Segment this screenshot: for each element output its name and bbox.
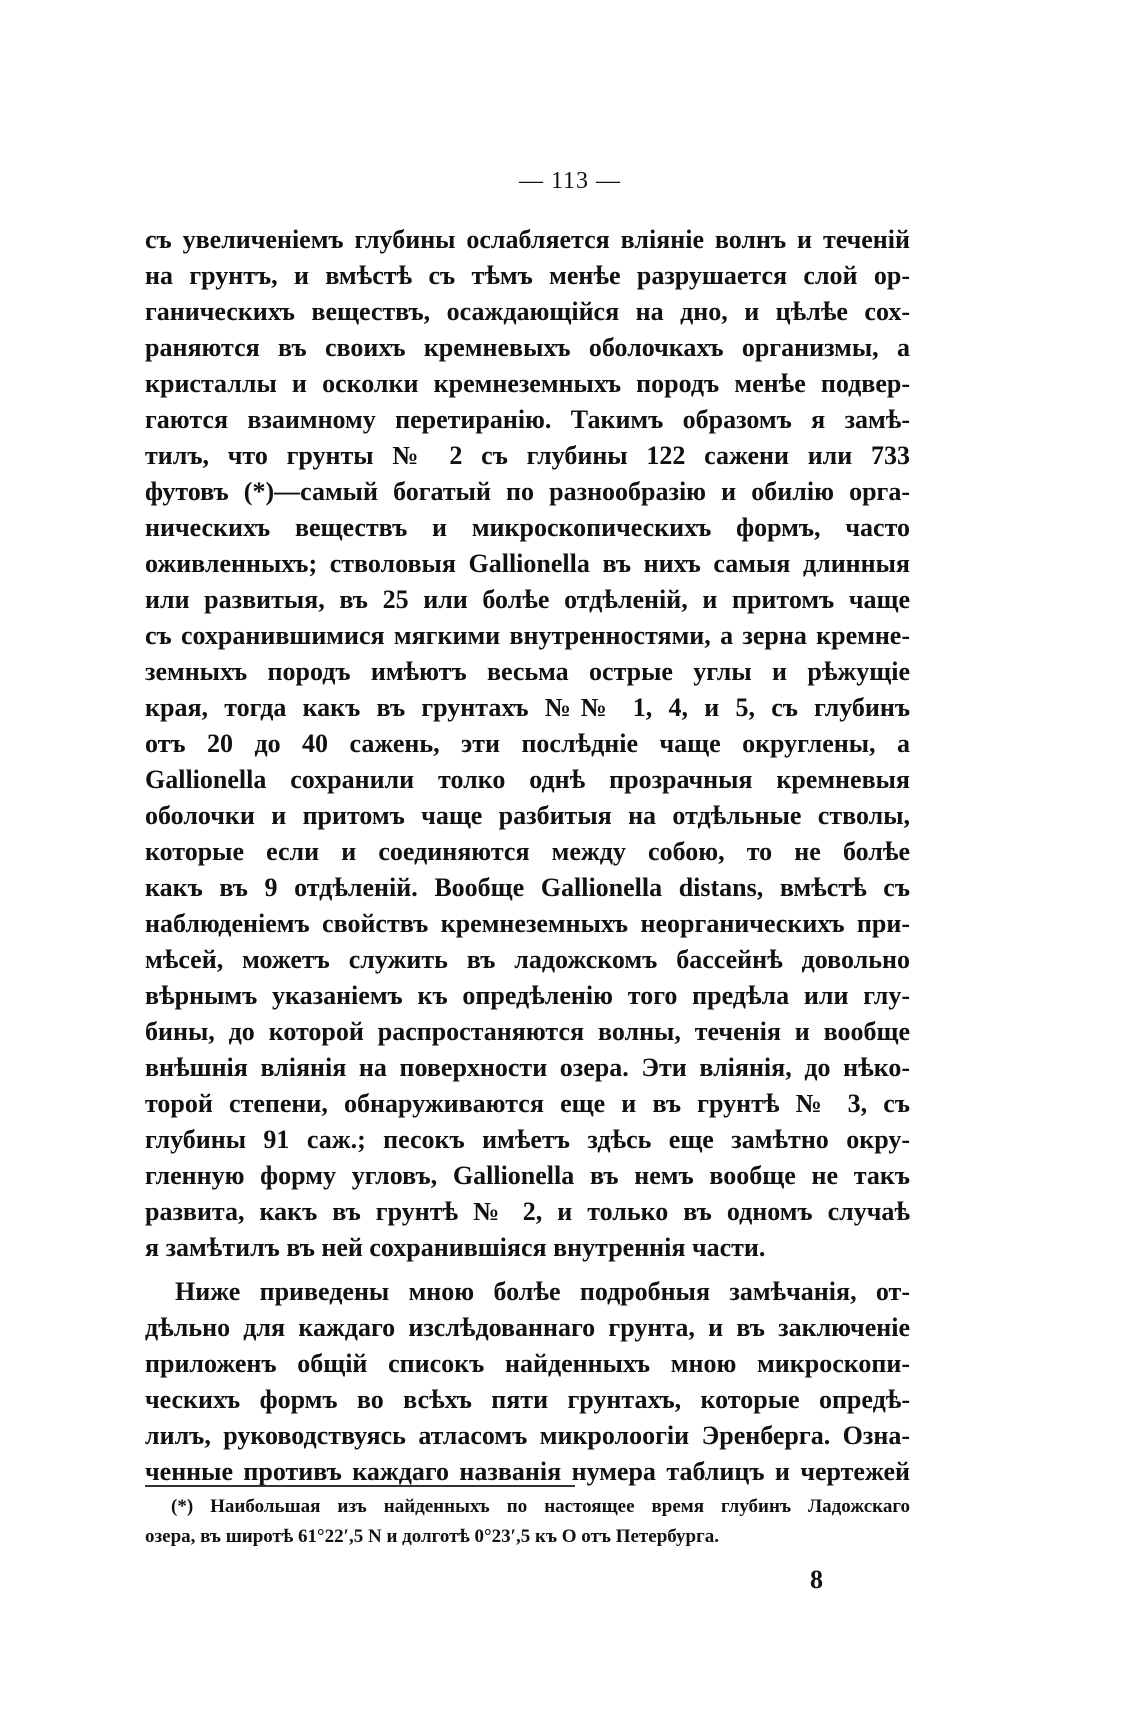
paragraph-2 — [145, 1274, 910, 1490]
text-line: на грунтъ, и вмѣстѣ съ тѣмъ менѣе разрушается слой ор- — [145, 261, 910, 290]
text-line: глубины 91 саж.; песокъ имѣетъ здѣсь еще замѣтно окру- — [145, 1125, 910, 1154]
text-line: или развитыя, въ 25 или болѣе отдѣленій, и притомъ чаще — [145, 585, 910, 614]
text-line: оживленныхъ; стволовыя Gallionella въ нихъ самыя длинныя — [145, 549, 910, 578]
text-line: гленную форму угловъ, Gallionella въ немъ вообще не такъ — [145, 1161, 910, 1190]
signature-mark: 8 — [810, 1565, 823, 1594]
text-line: отъ 20 до 40 сажень, эти послѣдніе чаще округлены, а — [145, 729, 910, 758]
text-line: тилъ, что грунты № 2 съ глубины 122 сажени или 733 — [145, 441, 910, 470]
paragraph-gap — [145, 1266, 910, 1274]
text-line: какъ въ 9 отдѣленій. Вообще Gallionella distans, вмѣстѣ съ — [145, 873, 910, 902]
text-line: мѣсей, можетъ служить въ ладожскомъ бассейнѣ довольно — [145, 945, 910, 974]
text-line: развита, какъ въ грунтѣ № 2, и только въ одномъ случаѣ — [145, 1197, 910, 1226]
text-line: Gallionella сохранили толко однѣ прозрачныя кремневыя — [145, 765, 910, 794]
text-line: съ сохранившимися мягкими внутренностями, а зерна кремне- — [145, 621, 910, 650]
text-line: приложенъ общій списокъ найденныхъ мною микроскопи- — [145, 1349, 910, 1378]
footnote — [145, 1492, 910, 1552]
text-line: края, тогда какъ въ грунтахъ №№ 1, 4, и 5, съ глубинъ — [145, 693, 910, 722]
text-line: футовъ (*)—самый богатый по разнообразію и обилію орга- — [145, 477, 910, 506]
text-line: я замѣтилъ въ ней сохранившіяся внутреннія части. — [145, 1233, 766, 1262]
text-line: раняются въ своихъ кремневыхъ оболочкахъ организмы, а — [145, 333, 910, 362]
text-line: торой степени, обнаруживаются еще и въ грунтѣ № 3, съ — [145, 1089, 910, 1118]
text-line: лилъ, руководствуясь атласомъ микролоогіи Эренберга. Озна- — [145, 1421, 910, 1450]
main-text — [145, 222, 910, 1490]
text-line: наблюденіемъ свойствъ кремнеземныхъ неорганическихъ при- — [145, 909, 910, 938]
paragraph-1 — [145, 222, 910, 1266]
text-line: съ увеличеніемъ глубины ослабляется вліяніе волнъ и теченій — [145, 225, 910, 254]
text-line: дѣльно для каждаго изслѣдованнаго грунта, и въ заключеніе — [145, 1313, 910, 1342]
text-line: земныхъ породъ имѣютъ весьма острые углы и рѣжущіе — [145, 657, 910, 686]
text-line: гаются взаимному перетиранію. Такимъ образомъ я замѣ- — [145, 405, 910, 434]
text-line: Ниже приведены мною болѣе подробныя замѣчанія, от- — [175, 1277, 910, 1306]
text-line: ческихъ формъ во всѣхъ пяти грунтахъ, которые опредѣ- — [145, 1385, 910, 1414]
page-number: — 113 — — [518, 168, 622, 194]
text-line: которые если и соединяются между собою, то не болѣе — [145, 837, 910, 866]
footnote-line: (*) Наибольшая изъ найденныхъ по настоящее время глубинъ Ладожскаго — [171, 1496, 910, 1517]
text-line: оболочки и притомъ чаще разбитыя на отдѣльные стволы, — [145, 801, 910, 830]
text-line: ченные противъ каждаго названія нумера таблицъ и чертежей — [145, 1457, 910, 1486]
text-line: внѣшнія вліянія на поверхности озера. Эти вліянія, до нѣко- — [145, 1053, 910, 1082]
text-line: вѣрнымъ указаніемъ къ опредѣленію того предѣла или глу- — [145, 981, 910, 1010]
text-line: кристаллы и осколки кремнеземныхъ породъ менѣе подвер- — [145, 369, 910, 398]
footnote-rule — [145, 1485, 575, 1487]
text-line: ганическихъ веществъ, осаждающійся на дно, и цѣлѣе сох- — [145, 297, 910, 326]
text-line: бины, до которой распростаняются волны, теченія и вообще — [145, 1017, 910, 1046]
footnote-line: озера, въ широтѣ 61°22′,5 N и долготѣ 0°23′,5 къ О отъ Петербурга. — [145, 1526, 719, 1547]
text-line: ническихъ веществъ и микроскопическихъ формъ, часто — [145, 513, 910, 542]
